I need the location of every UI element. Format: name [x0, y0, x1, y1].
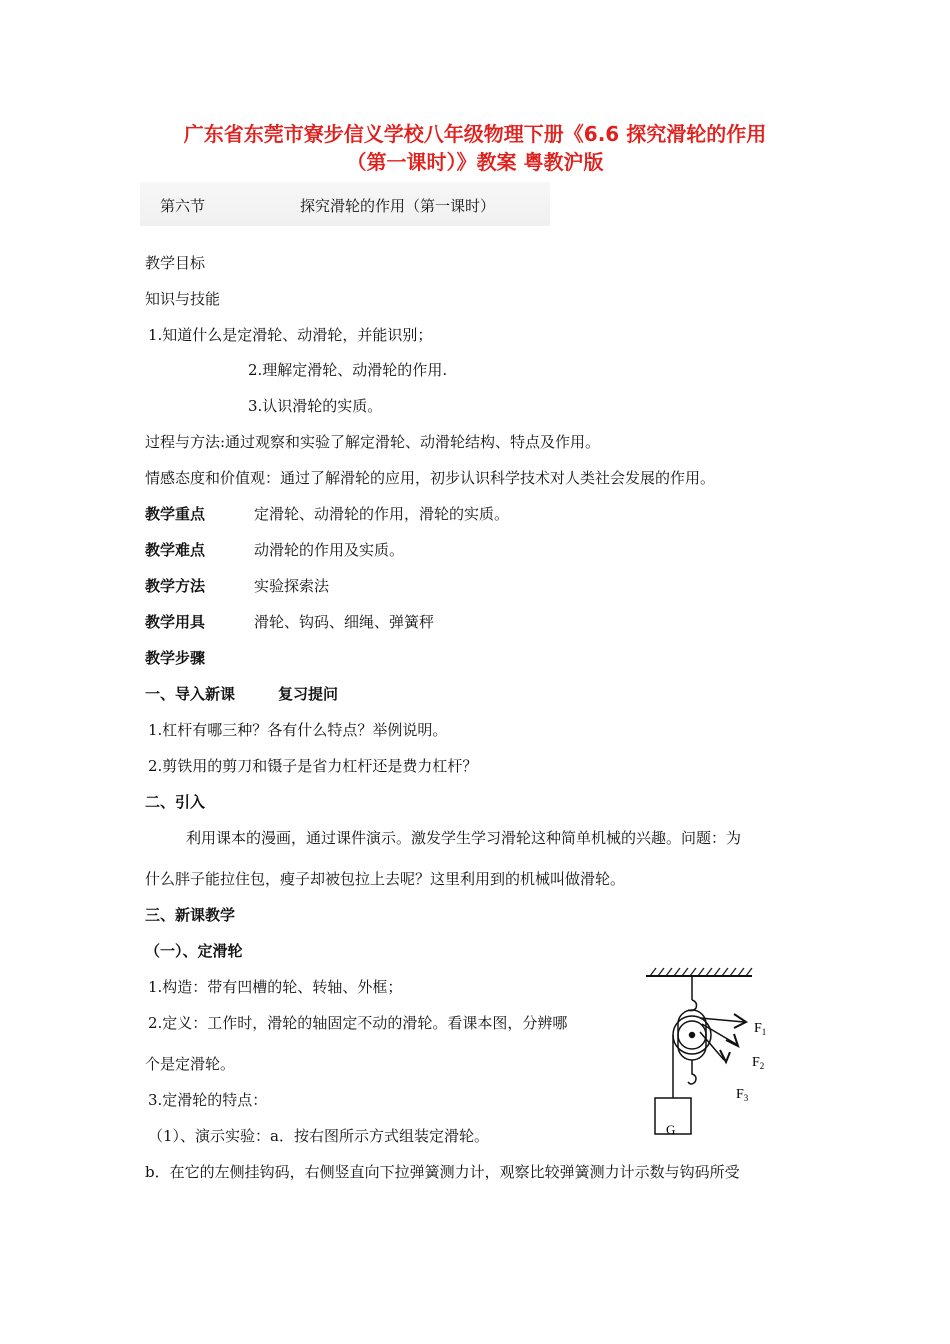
step1-heading: 一、导入新课 — [145, 685, 236, 703]
demo-experiment-b: b．在它的左侧挂钩码，右侧竖直向下拉弹簧测力计，观察比较弹簧测力计示数与钩码所受 — [145, 1163, 740, 1181]
steps-heading: 教学步骤 — [145, 649, 206, 667]
key-point-value: 定滑轮、动滑轮的作用，滑轮的实质。 — [254, 505, 510, 523]
review-question-1: 1.杠杆有哪三种？各有什么特点？举例说明。 — [148, 721, 448, 739]
arrow-f2-head — [726, 1034, 738, 1046]
definition-point-line2: 个是定滑轮。 — [145, 1055, 236, 1073]
intro-paragraph-line1: 利用课本的漫画，通过课件演示。激发学生学习滑轮这种简单机械的兴趣。问题：为 — [186, 829, 742, 847]
tools-value: 滑轮、钩码、细绳、弹簧秤 — [254, 613, 435, 631]
method-value: 实验探索法 — [254, 577, 330, 595]
method-label: 教学方法 — [145, 577, 206, 595]
key-point-label: 教学重点 — [145, 505, 206, 523]
rope-f3 — [700, 1032, 724, 1060]
section-number: 第六节 — [160, 197, 206, 215]
document-title-line2: （第一课时）》教案 粤教沪版 — [346, 150, 604, 174]
force-label-f1: $F_1$ — [754, 1021, 767, 1037]
fixed-pulley-heading: （一）、定滑轮 — [145, 942, 243, 960]
bottom-hook — [688, 1060, 696, 1084]
knowledge-item-2: 2.理解定滑轮、动滑轮的作用. — [248, 361, 448, 379]
difficulty-label: 教学难点 — [145, 541, 206, 559]
section-topic: 探究滑轮的作用（第一课时） — [300, 197, 496, 215]
features-point: 3.定滑轮的特点： — [148, 1091, 268, 1109]
ceiling-beam — [646, 968, 752, 976]
pulley-wheel — [673, 1010, 711, 1060]
knowledge-item-1: 1.知道什么是定滑轮、动滑轮，并能识别； — [148, 326, 433, 344]
tools-label: 教学用具 — [145, 613, 206, 631]
intro-paragraph-line2: 什么胖子能拉住包，瘦子却被包拉上去呢？这里利用到的机械叫做滑轮。 — [145, 870, 626, 888]
demo-experiment-a: （1）、演示实验：a．按右图所示方式组装定滑轮。 — [148, 1127, 489, 1145]
top-hook — [688, 1000, 697, 1011]
step2-heading: 二、引入 — [145, 793, 206, 811]
objectives-heading: 教学目标 — [145, 254, 206, 272]
structure-point: 1.构造：带有凹槽的轮、转轴、外框； — [148, 978, 403, 996]
fixed-pulley-diagram — [640, 962, 790, 1142]
knowledge-heading: 知识与技能 — [145, 290, 221, 308]
rope-f1 — [700, 1018, 744, 1022]
document-title-line1: 广东省东莞市寮步信义学校八年级物理下册《6.6 探究滑轮的作用 — [183, 122, 767, 146]
knowledge-item-3: 3.认识滑轮的实质。 — [248, 397, 383, 415]
force-label-f3: $F_3$ — [736, 1087, 749, 1103]
difficulty-value: 动滑轮的作用及实质。 — [254, 541, 405, 559]
emotion-values: 情感态度和价值观：通过了解滑轮的应用，初步认识科学技术对人类社会发展的作用。 — [145, 469, 716, 487]
step3-heading: 三、新课教学 — [145, 906, 236, 924]
definition-point-line1: 2.定义：工作时，滑轮的轴固定不动的滑轮。看课本图，分辨哪 — [148, 1014, 568, 1032]
force-label-f2: $F_2$ — [752, 1055, 765, 1071]
weight-label: G — [666, 1122, 676, 1137]
step1-subheading: 复习提问 — [278, 685, 339, 703]
process-method: 过程与方法:通过观察和实验了解定滑轮、动滑轮结构、特点及作用。 — [145, 433, 601, 451]
review-question-2: 2.剪铁用的剪刀和镊子是省力杠杆还是费力杠杆？ — [148, 757, 478, 775]
